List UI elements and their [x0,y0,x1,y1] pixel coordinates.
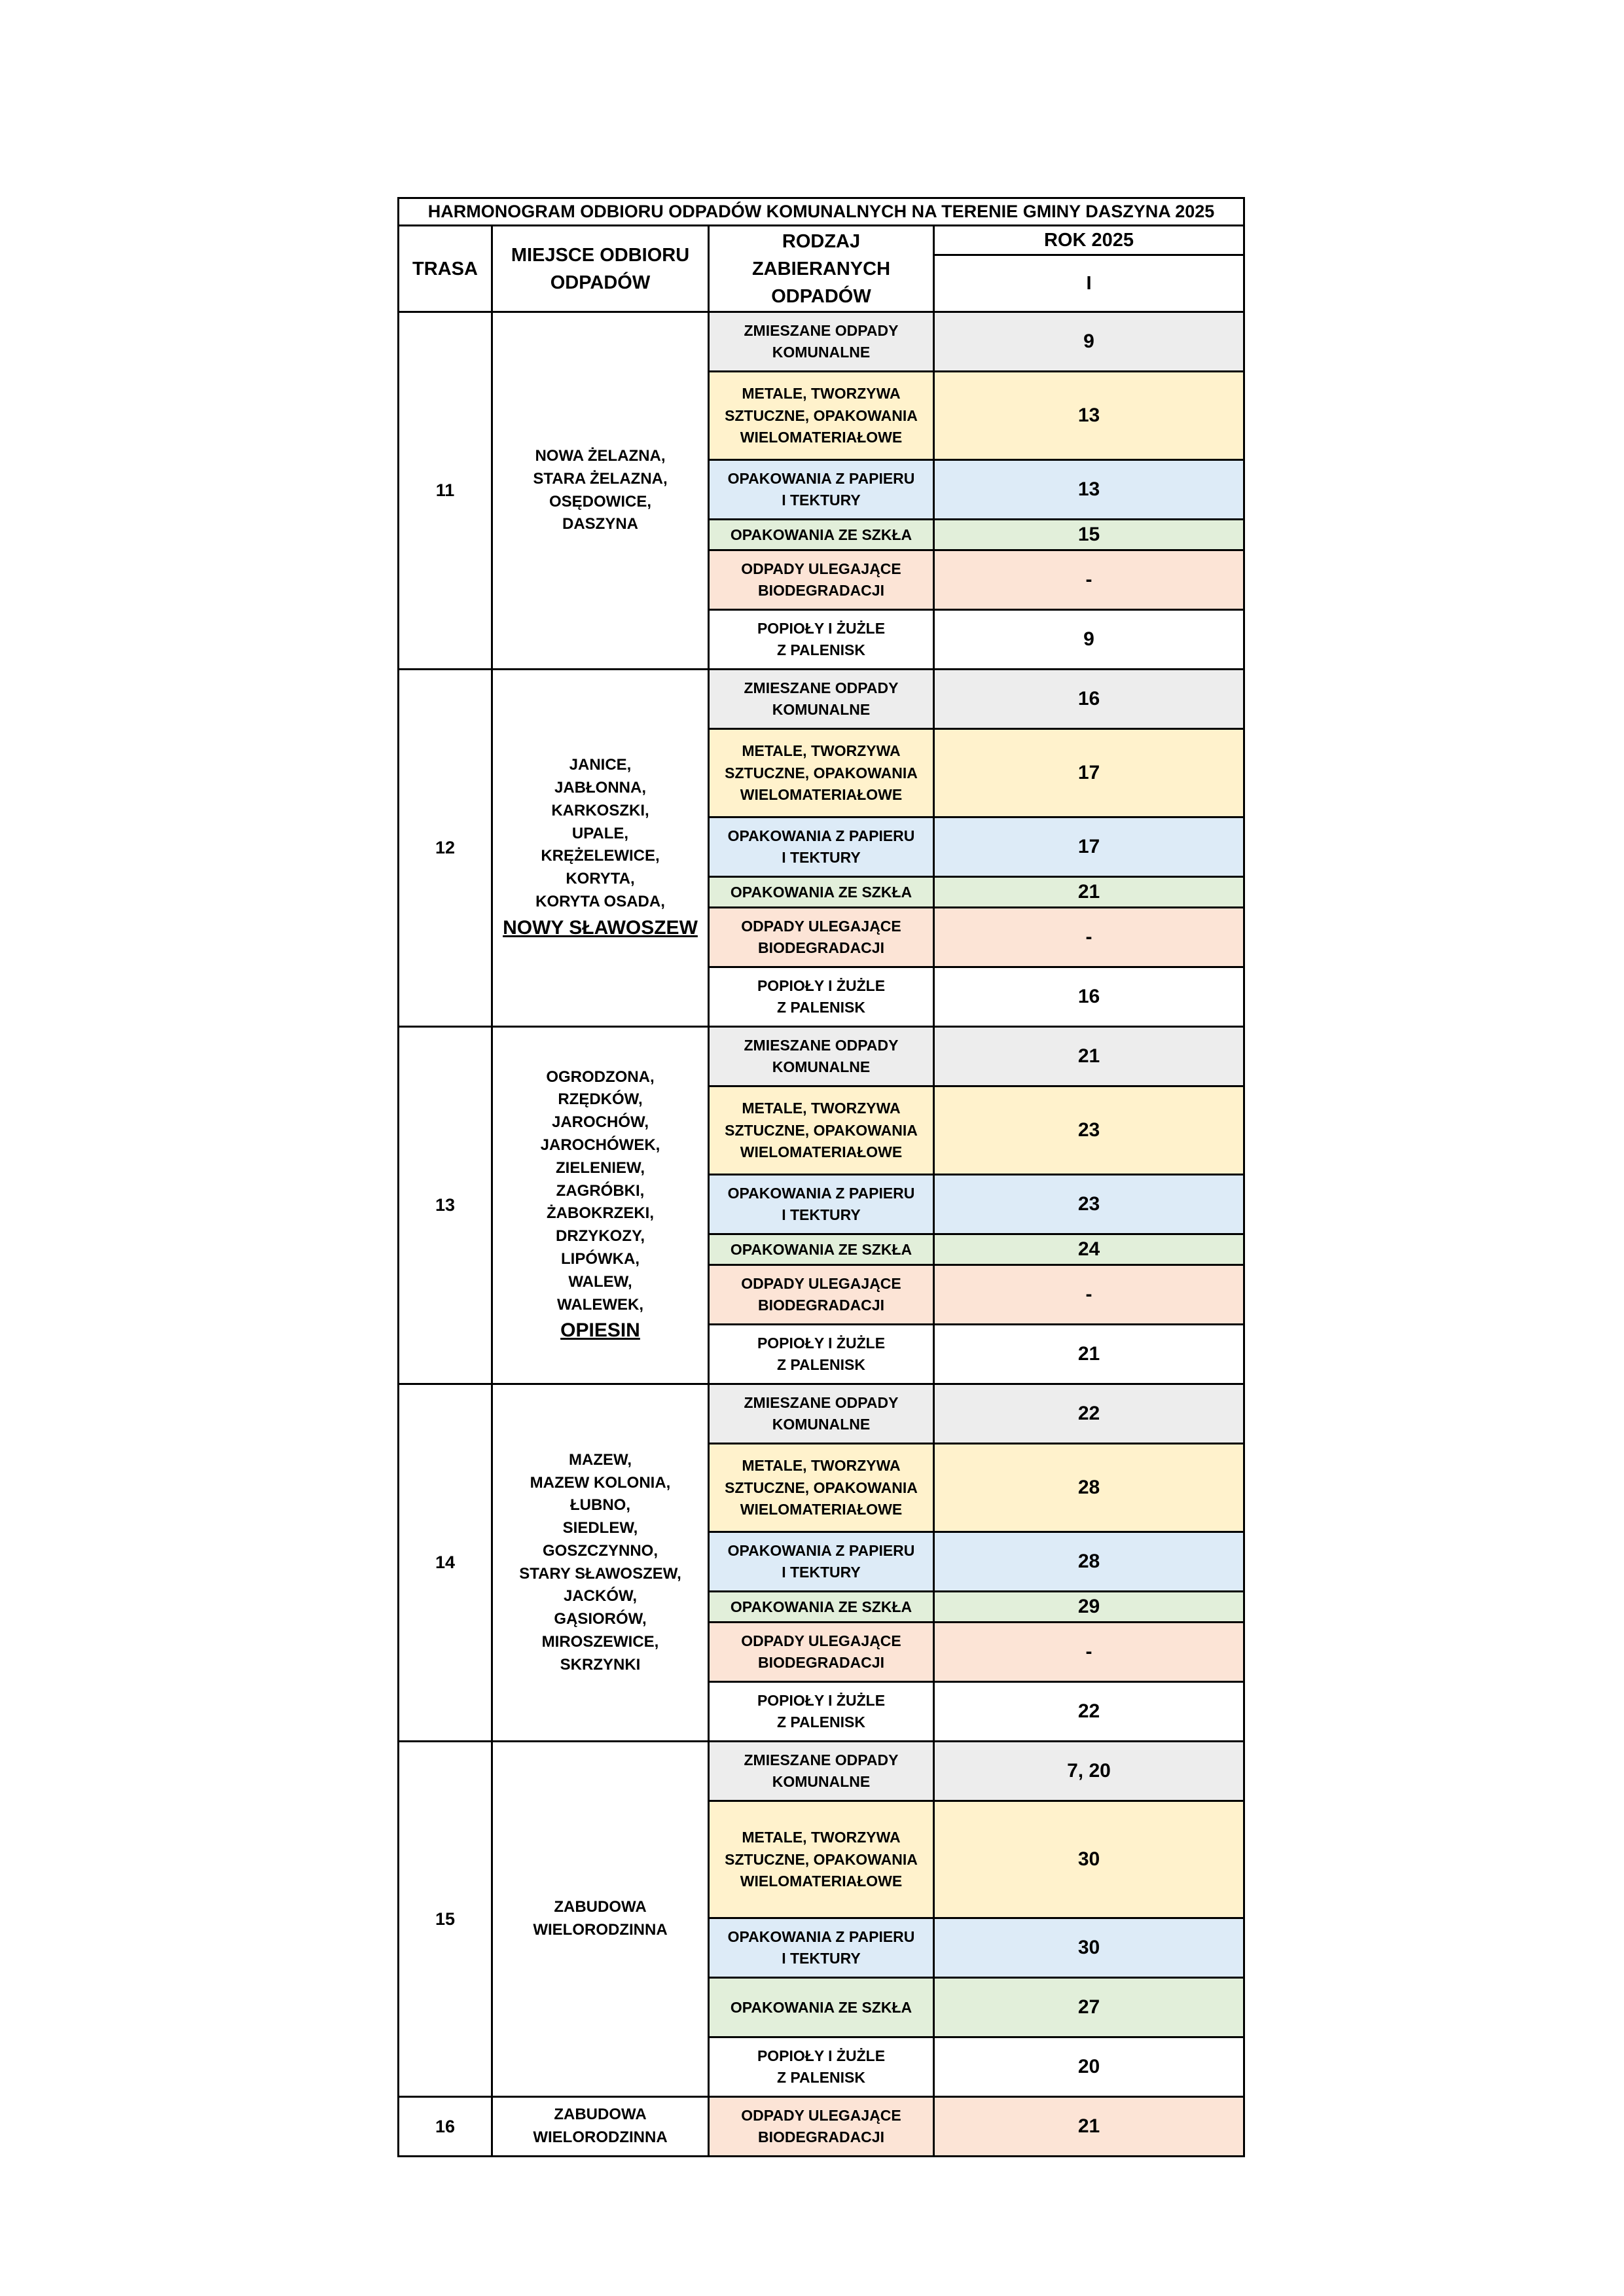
waste-type-line: I TEKTURY [782,1564,861,1581]
waste-type-line: OPAKOWANIA ZE SZKŁA [730,1998,912,2016]
header-month: I [934,255,1244,312]
collection-places [492,670,709,1027]
waste-type-paper [709,817,934,877]
route-number: 11 [399,312,492,670]
waste-type-ash [709,2037,934,2097]
waste-type-line: METALE, TWORZYWA [742,1829,901,1846]
place-name: LIPÓWKA, [561,1249,640,1268]
waste-type-ash [709,967,934,1027]
table-row [399,670,1244,729]
collection-date: 17 [934,817,1244,877]
waste-type-line: I TEKTURY [782,1206,861,1224]
collection-date: 21 [934,877,1244,908]
place-name: ŻABOKRZEKI, [547,1204,654,1223]
place-name: MAZEW KOLONIA, [530,1473,671,1492]
collection-date: 22 [934,1384,1244,1444]
waste-type-line: I TEKTURY [782,849,861,867]
waste-type-line: BIODEGRADACJI [758,939,884,957]
waste-type-line: OPAKOWANIA Z PAPIERU [727,1184,915,1202]
waste-type-line: SZTUCZNE, OPAKOWANIA [725,1850,918,1868]
place-name: ZABUDOWA [554,2106,647,2124]
place-name: MAZEW, [569,1450,632,1469]
place-name: GĄSIORÓW, [554,1610,647,1628]
table-row [399,1742,1244,1801]
place-name: JACKÓW, [563,1587,637,1605]
waste-type-paper [709,460,934,520]
waste-type-line: SZTUCZNE, OPAKOWANIA [725,406,918,424]
place-name: DASZYNA [562,515,638,533]
place-name: WALEW, [568,1272,632,1291]
waste-type-line: POPIOŁY I ŻUŻLE [757,1334,886,1352]
place-name: JAROCHÓW, [551,1113,649,1132]
collection-places [492,1742,709,2097]
waste-type-line: METALE, TWORZYWA [742,385,901,403]
waste-type-mixed [709,670,934,729]
place-name-emphasized: OPIESIN [560,1319,640,1342]
place-name: JANICE, [569,756,632,774]
waste-type-line: ODPADY ULEGAJĄCE [741,917,901,935]
waste-type-line: OPAKOWANIA Z PAPIERU [727,1541,915,1559]
waste-type-line: WIELOMATERIAŁOWE [740,1872,903,1890]
place-name: WIELORODZINNA [533,1921,668,1939]
place-name: SIEDLEW, [562,1519,638,1537]
collection-date: 21 [934,1027,1244,1086]
place-name-emphasized: NOWY SŁAWOSZEW [503,916,698,939]
table-row [399,1027,1244,1086]
waste-type-line: ODPADY ULEGAJĄCE [741,2106,901,2124]
title-row [399,198,1244,226]
waste-type-line: OPAKOWANIA ZE SZKŁA [730,526,912,543]
collection-date: 7, 20 [934,1742,1244,1801]
collection-date: 29 [934,1592,1244,1623]
place-name: ZIELENIEW, [555,1158,645,1177]
waste-type-line: OPAKOWANIA ZE SZKŁA [730,1598,912,1615]
place-name: DRZYKOZY, [555,1227,645,1246]
waste-type-line: METALE, TWORZYWA [742,1457,901,1475]
place-name: KORYTA OSADA, [535,892,665,910]
collection-date: 28 [934,1444,1244,1532]
waste-type-line: ZMIESZANE ODPADY [744,1751,899,1768]
collection-date: - [934,550,1244,610]
waste-type-glass [709,877,934,908]
collection-date: 24 [934,1234,1244,1265]
collection-date: 27 [934,1978,1244,2037]
collection-date: 13 [934,460,1244,520]
place-name: UPALE, [571,824,629,842]
waste-type-line: WIELOMATERIAŁOWE [740,428,903,446]
waste-type-bio [709,1623,934,1682]
waste-type-line: ODPADY ULEGAJĄCE [741,1274,901,1292]
place-name: WIELORODZINNA [533,2128,668,2147]
waste-type-glass [709,1978,934,2037]
table-row [399,1384,1244,1444]
place-name: WALEWEK, [557,1295,643,1314]
schedule-title: HARMONOGRAM ODBIORU ODPADÓW KOMUNALNYCH NA TERENIE GMINY DASZYNA 2025 [399,198,1244,226]
waste-type-bio [709,1265,934,1325]
collection-date: 28 [934,1532,1244,1592]
collection-date: 9 [934,610,1244,670]
route-number: 14 [399,1384,492,1742]
collection-date: 21 [934,1325,1244,1384]
collection-date: 30 [934,1801,1244,1918]
place-name: OSĘDOWICE, [549,492,651,511]
place-name: STARY SŁAWOSZEW, [519,1564,681,1583]
waste-type-line: ODPADY ULEGAJĄCE [741,1632,901,1649]
place-name: GOSZCZYNNO, [542,1541,658,1560]
place-name: SKRZYNKI [560,1655,641,1674]
waste-type-line: OPAKOWANIA ZE SZKŁA [730,883,912,901]
place-name: JABŁONNA, [554,778,646,797]
waste-type-line: ZMIESZANE ODPADY [744,679,899,696]
waste-type-bio [709,550,934,610]
waste-type-paper [709,1532,934,1592]
waste-type-line: POPIOŁY I ŻUŻLE [757,2047,886,2064]
header-row [399,226,1244,255]
waste-type-line: KOMUNALNE [772,701,871,719]
schedule-body [399,312,1244,2157]
waste-type-line: POPIOŁY I ŻUŻLE [757,977,886,994]
collection-date: - [934,1623,1244,1682]
waste-type-line: OPAKOWANIA Z PAPIERU [727,1928,915,1945]
place-name: KORYTA, [566,870,635,888]
waste-type-line: POPIOŁY I ŻUŻLE [757,1691,886,1709]
route-number: 15 [399,1742,492,2097]
collection-places [492,1027,709,1384]
route-number: 12 [399,670,492,1027]
waste-type-line: ZMIESZANE ODPADY [744,1393,899,1411]
collection-date: 23 [934,1175,1244,1234]
waste-type-ash [709,610,934,670]
route-number: 16 [399,2097,492,2157]
place-name: RZĘDKÓW, [558,1090,643,1109]
waste-type-mixed [709,1742,934,1801]
waste-type-line: ZMIESZANE ODPADY [744,1036,899,1054]
header-rodzaj: RODZAJ ZABIERANYCH ODPADÓW [709,226,934,312]
waste-type-line: OPAKOWANIA Z PAPIERU [727,469,915,487]
collection-date: 9 [934,312,1244,372]
waste-type-mixed [709,312,934,372]
waste-type-metal [709,372,934,460]
waste-type-line: Z PALENISK [776,1356,866,1374]
waste-type-line: ODPADY ULEGAJĄCE [741,560,901,577]
waste-type-line: POPIOŁY I ŻUŻLE [757,619,886,637]
table-row [399,312,1244,372]
table-row [399,2097,1244,2157]
route-number: 13 [399,1027,492,1384]
collection-date: 16 [934,670,1244,729]
waste-type-line: KOMUNALNE [772,1416,871,1433]
waste-type-metal [709,1444,934,1532]
place-name: KARKOSZKI, [551,801,649,819]
waste-type-line: METALE, TWORZYWA [742,742,901,760]
waste-type-line: Z PALENISK [776,2069,866,2087]
waste-type-line: OPAKOWANIA Z PAPIERU [727,827,915,844]
place-name: MIROSZEWICE, [541,1633,659,1651]
waste-type-ash [709,1682,934,1742]
place-name: OGRODZONA, [546,1067,655,1086]
waste-type-line: I TEKTURY [782,1950,861,1967]
waste-type-bio [709,908,934,967]
collection-date: 16 [934,967,1244,1027]
collection-date: - [934,1265,1244,1325]
place-name: JAROCHÓWEK, [540,1136,660,1154]
waste-type-line: KOMUNALNE [772,344,871,361]
collection-date: 21 [934,2097,1244,2157]
waste-type-line: I TEKTURY [782,492,861,509]
waste-type-line: Z PALENISK [776,641,866,659]
waste-type-line: BIODEGRADACJI [758,1654,884,1672]
waste-type-mixed [709,1384,934,1444]
waste-type-line: BIODEGRADACJI [758,1297,884,1314]
place-name: ZABUDOWA [554,1898,647,1916]
waste-type-line: BIODEGRADACJI [758,582,884,600]
waste-type-line: KOMUNALNE [772,1773,871,1791]
waste-type-line: Z PALENISK [776,1713,866,1731]
waste-type-line: SZTUCZNE, OPAKOWANIA [725,1121,918,1139]
waste-type-mixed [709,1027,934,1086]
collection-date: 20 [934,2037,1244,2097]
header-trasa: TRASA [399,226,492,312]
collection-places [492,312,709,670]
collection-places [492,2097,709,2157]
place-name: KRĘŻELEWICE, [541,847,660,865]
waste-type-line: WIELOMATERIAŁOWE [740,785,903,803]
collection-date: 22 [934,1682,1244,1742]
collection-date: - [934,908,1244,967]
waste-type-paper [709,1918,934,1978]
collection-date: 23 [934,1086,1244,1175]
waste-type-line: METALE, TWORZYWA [742,1100,901,1117]
place-name: ŁUBNO, [570,1496,630,1515]
collection-schedule-table [397,197,1245,2157]
collection-date: 17 [934,729,1244,817]
waste-type-bio [709,2097,934,2157]
place-name: STARA ŻELAZNA, [533,469,668,488]
waste-type-glass [709,1592,934,1623]
waste-type-line: OPAKOWANIA ZE SZKŁA [730,1240,912,1258]
collection-places [492,1384,709,1742]
waste-type-line: BIODEGRADACJI [758,2128,884,2146]
header-miejsce: MIEJSCE ODBIORU ODPADÓW [492,226,709,312]
waste-type-paper [709,1175,934,1234]
waste-type-metal [709,1801,934,1918]
waste-type-line: Z PALENISK [776,999,866,1016]
place-name: NOWA ŻELAZNA, [535,447,666,465]
waste-type-ash [709,1325,934,1384]
waste-type-line: WIELOMATERIAŁOWE [740,1500,903,1518]
waste-type-line: WIELOMATERIAŁOWE [740,1143,903,1160]
waste-type-metal [709,1086,934,1175]
collection-date: 30 [934,1918,1244,1978]
place-name: ZAGRÓBKI, [556,1181,645,1200]
waste-type-metal [709,729,934,817]
collection-date: 13 [934,372,1244,460]
waste-type-glass [709,520,934,550]
collection-date: 15 [934,520,1244,550]
waste-type-line: SZTUCZNE, OPAKOWANIA [725,764,918,781]
waste-type-line: SZTUCZNE, OPAKOWANIA [725,1479,918,1496]
header-rok: ROK 2025 [934,226,1244,255]
waste-type-line: ZMIESZANE ODPADY [744,321,899,339]
waste-type-glass [709,1234,934,1265]
waste-type-line: KOMUNALNE [772,1058,871,1076]
